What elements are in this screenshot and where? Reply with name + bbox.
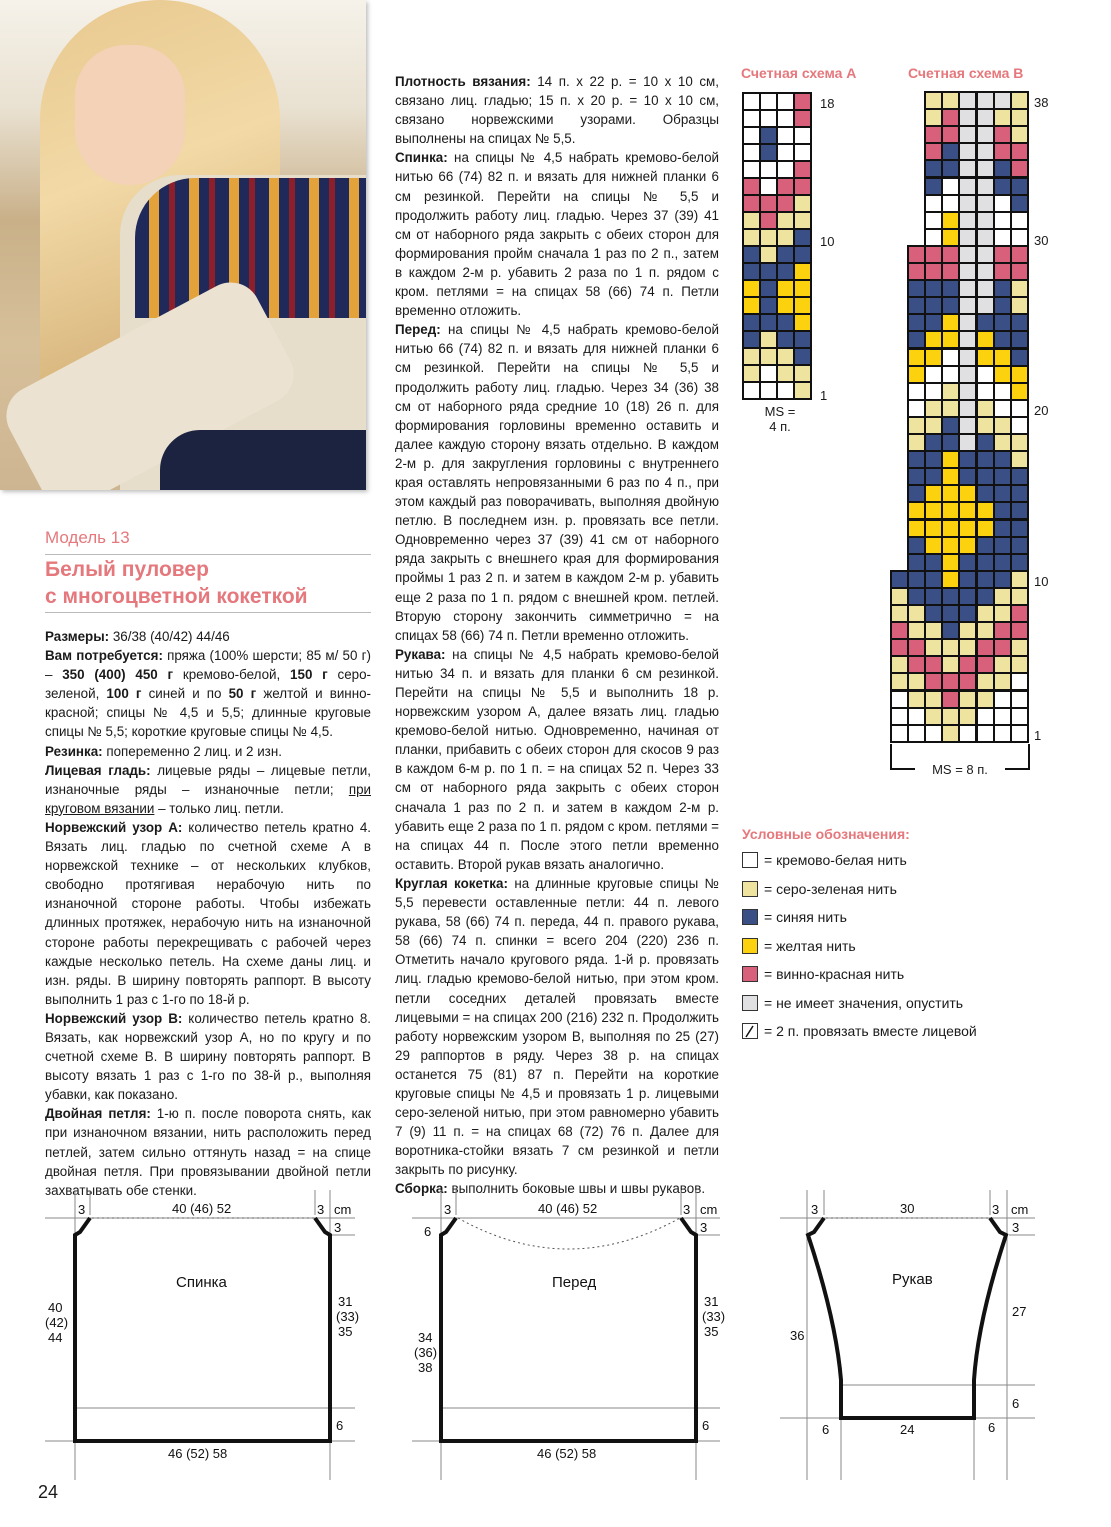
divider — [45, 554, 371, 555]
chart-a-cell — [744, 264, 761, 281]
svg-text:34: 34 — [418, 1330, 433, 1345]
chart-a-cell — [744, 349, 761, 366]
text-run: 1-ю п. после поворота снять, как при изнаночном вязании, нить расположить перед петлей, затем сильно оттянуть назад = на спице двойная петля. При провязывании двойной петли захватывать обе стенки. — [45, 1106, 371, 1198]
svg-text:30: 30 — [900, 1201, 915, 1216]
svg-text:(36): (36) — [414, 1345, 438, 1360]
svg-text:46 (52) 58: 46 (52) 58 — [537, 1446, 597, 1461]
svg-text:36: 36 — [790, 1328, 805, 1343]
legend-item — [742, 852, 907, 868]
svg-text:44: 44 — [48, 1330, 63, 1345]
chart-a-cell — [795, 145, 812, 162]
color-swatch-icon — [742, 881, 758, 897]
legend-item — [742, 966, 904, 982]
chart-a-cell — [778, 230, 795, 247]
text-run: количество петель кратно 4. Вязать лиц. гладью по счетной схеме А в норвежской технике – от нескольких клубков, свободно протягивая нерабочую нить по изнаночной стороне работы. Чтобы избежать длинных протяжек, нерабочую нить на изнаночной стороне работы перекрещивать с рабочей через каждые несколько петель. На схеме даны лиц. и изн. ряды. В ширину повторять раппорт. В высоту выполнить 1 раз с 1-го по 18-й р. — [45, 819, 371, 1007]
chart-b-row-label: 1 — [1034, 728, 1042, 743]
legend-item — [742, 909, 847, 925]
pattern-b-paragraph — [45, 1009, 371, 1104]
legend-title: Условные обозначения: — [742, 826, 910, 842]
gauge-paragraph — [395, 72, 719, 148]
svg-text:3: 3 — [444, 1202, 452, 1217]
svg-text:Рукав: Рукав — [892, 1271, 933, 1288]
chart-a-cell — [778, 366, 795, 383]
model-photo — [0, 0, 366, 490]
legend-item — [742, 881, 897, 897]
chart-a-cell — [795, 298, 812, 315]
legend-label: = 2 п. провязать вместе лицевой — [764, 1023, 977, 1039]
chart-a-cell — [778, 281, 795, 298]
chart-a-grid — [742, 92, 812, 400]
chart-a-cell — [761, 315, 778, 332]
chart-a-cell — [795, 264, 812, 281]
svg-text:35: 35 — [338, 1324, 353, 1339]
color-swatch-icon — [742, 938, 758, 954]
text-run: на спицы № 4,5 набрать кремово-белой нитью 34 п. и вязать для планки 6 см резинкой. Перейти на спицы № 5,5 и выполнить 18 р. норвежским узором А, далее вязать лиц. гладью кремово-белой нитью. Одновременно, начиная от планки, прибавить с обеих сторон для скосов 9 раз в каждом 6-м р. по 1 п. = на спицах 52 п. Через 33 см от наборного ряда закрыть с обеих сторон сначала 1 раз по 2 п. и затем в каждом 2-м р. убавить еще 2 раза по 1 п. рядом с кром. петлями = на спицах 44 п. После этого петли временно оставить. Второй рукав вязать аналогично. — [395, 646, 719, 872]
chart-a-cell — [778, 298, 795, 315]
chart-a-cell — [761, 230, 778, 247]
text-run: пряжа (100% шерсти; 85 м/ 50 г) – — [45, 648, 371, 683]
chart-b-cell — [1010, 724, 1029, 743]
legend-label: = желтая нить — [764, 937, 856, 954]
chart-a-cell — [778, 179, 795, 196]
chart-b-row-label: 10 — [1034, 574, 1049, 589]
text-run: выполнить боковые швы и швы рукавов. — [447, 1181, 706, 1197]
svg-text:31: 31 — [704, 1294, 719, 1309]
chart-a-cell — [778, 349, 795, 366]
text-run: – только лиц. петли. — [154, 800, 284, 816]
double-stitch-label: Двойная петля: — [45, 1106, 151, 1122]
chart-a-cell — [761, 111, 778, 128]
svg-text:(33): (33) — [702, 1309, 726, 1324]
gauge-label: Плотность вязания: — [395, 74, 531, 89]
legend-label: = не имеет значения, опустить — [764, 994, 964, 1011]
back-shoulder-label: 3 — [78, 1202, 86, 1217]
legend-item — [742, 995, 963, 1011]
svg-text:6: 6 — [702, 1418, 710, 1433]
back-label: Спинка: — [395, 150, 448, 166]
front-schematic — [412, 1190, 725, 1480]
chart-a-cell — [744, 145, 761, 162]
text-run: попеременно 2 лиц. и 2 изн. — [102, 743, 282, 759]
photo-face — [75, 45, 185, 185]
chart-a-cell — [761, 247, 778, 264]
sizes-value: 36/38 (40/42) 44/46 — [109, 629, 230, 644]
chart-a-row-label: 18 — [820, 96, 835, 111]
legend-label: = кремово-белая нить — [764, 852, 907, 868]
text-run: лицевые ряды – лицевые петли, изнаночные ряды – изнаночные петли; — [45, 762, 372, 797]
chart-a-cell — [778, 332, 795, 349]
svg-text:38: 38 — [418, 1360, 433, 1375]
svg-text:3: 3 — [992, 1202, 1000, 1217]
color-swatch-icon — [742, 852, 758, 868]
page-title — [45, 556, 308, 610]
chart-a-cell — [761, 162, 778, 179]
stockinette-label: Лицевая гладь: — [45, 762, 151, 778]
color-swatch-icon — [742, 966, 758, 982]
chart-a-cell — [795, 128, 812, 145]
chart-a-cell — [761, 383, 778, 400]
model-number: Модель 13 — [45, 528, 130, 547]
chart-a-cell — [778, 196, 795, 213]
ms-line: MS = — [764, 404, 796, 419]
text-run: кремово-белой, — [173, 667, 291, 683]
chart-a-cell — [744, 298, 761, 315]
chart-b-row-label: 30 — [1034, 233, 1049, 248]
chart-a-cell — [778, 111, 795, 128]
text-run: серо-зеленой, — [45, 667, 372, 702]
chart-a-cell — [795, 179, 812, 196]
instructions-left-column — [45, 627, 371, 1200]
pattern-a-label: Норвежский узор A: — [45, 819, 183, 835]
chart-a-cell — [744, 366, 761, 383]
rib-label: Резинка: — [45, 743, 103, 759]
text-run: на спицы № 4,5 набрать кремово-белой нитью 66 (74) 82 п. и вязать для нижней планки 6 см резинкой. Перейти на спицы № 5,5 и продолжить работу лиц. гладью. Через 37 (39) 41 см от наборного ряда закрыть с обеих сторон для формирования пройм сначала 1 раз по 2 п., затем в каждом 2-м р. убавить 2 раза по 1 п. рядом с кром. петлями = на спицах 58 (66) 74 п. Петли временно отложить. — [395, 150, 719, 319]
chart-a-cell — [778, 264, 795, 281]
chart-a-cell — [761, 213, 778, 230]
chart-a-cell — [795, 315, 812, 332]
svg-text:40: 40 — [48, 1300, 63, 1315]
svg-text:3: 3 — [811, 1202, 819, 1217]
text-run: синей и по — [141, 686, 229, 702]
chart-a-cell — [795, 366, 812, 383]
chart-b-row-label: 20 — [1034, 403, 1049, 418]
pattern-a-paragraph — [45, 818, 371, 1009]
chart-a-cell — [795, 247, 812, 264]
chart-a-cell — [795, 94, 812, 111]
text-run: 14 п. х 22 р. = 10 х 10 см, связано лиц. гладью; 15 п. х 20 р. = 10 х 10 см, связано норвежскими узорами. Образцы выполнены на спицах № 5,5. — [395, 74, 719, 147]
svg-text:cm: cm — [700, 1202, 718, 1217]
chart-a-cell — [778, 213, 795, 230]
chart-a-cell — [761, 281, 778, 298]
chart-a-cell — [744, 315, 761, 332]
chart-a-cell — [744, 332, 761, 349]
svg-text:46 (52) 58: 46 (52) 58 — [168, 1446, 228, 1461]
chart-a-cell — [761, 349, 778, 366]
back-width-top: 40 (46) 52 — [172, 1201, 232, 1216]
page-number: 24 — [38, 1482, 59, 1502]
svg-text:(33): (33) — [336, 1309, 360, 1324]
chart-a-cell — [744, 94, 761, 111]
chart-a-cell — [761, 128, 778, 145]
chart-a-cell — [744, 128, 761, 145]
chart-a-cell — [761, 298, 778, 315]
chart-a-cell — [761, 366, 778, 383]
instructions-middle-column — [395, 72, 719, 1199]
svg-text:3: 3 — [334, 1220, 342, 1235]
chart-a-cell — [744, 179, 761, 196]
chart-a-cell — [744, 230, 761, 247]
svg-text:cm: cm — [334, 1202, 352, 1217]
legend-label: = серо-зеленая нить — [764, 880, 897, 897]
rib-paragraph — [45, 742, 371, 761]
yoke-paragraph — [395, 874, 719, 1180]
chart-a-cell — [744, 162, 761, 179]
svg-text:cm: cm — [1011, 1202, 1029, 1217]
text-bold: 100 г — [106, 686, 142, 702]
chart-a-cell — [761, 179, 778, 196]
color-swatch-icon — [742, 995, 758, 1011]
text-run: на длинные круговые спицы № 5,5 перевести оставленные петли: 44 п. левого рукава, 58 (66) 74 п. переда, 44 п. правого рукава, 58 (66) 74 п. спинки = всего 204 (220) 236 п. Отметить начало кругового ряда. 1-й р. провязать лиц. гладью кремово-белой нитью, при этом кром. петли соседних деталей провязать вместе лицевыми = на спицах 200 (216) 232 п. Продолжить работу норвежским узором В, выполняя по 25 (27) 29 раппортов в ряду. Через 38 р. на спицах останется 75 (81) 87 п. Перейти на короткие круговые спицы № 4,5 и провязать 1 р. лицевыми серо-зеленой нитью, при этом равномерно убавить 7 (9) 11 п. = на спицах 68 (72) 76 п. Далее для воротника-стойки вязать 7 см резинкой и петли закрыть по рисунку. — [395, 875, 719, 1178]
chart-a-cell — [761, 332, 778, 349]
chart-a-cell — [744, 383, 761, 400]
schematics — [0, 1180, 1111, 1480]
text-run: количество петель кратно 8. Вязать, как норвежский узор А, но по кругу и по счетной схеме В. В ширину повторять раппорт. В высоту вязать 1 раз с 1-го по 38-й р., выполняя убавки, как показано. — [45, 1010, 371, 1103]
color-swatch-icon — [742, 909, 758, 925]
svg-text:24: 24 — [900, 1422, 915, 1437]
chart-a-title: Счетная схема A — [741, 65, 857, 81]
chart-a-cell — [778, 383, 795, 400]
chart-a-cell — [744, 213, 761, 230]
legend-label: = винно-красная нить — [764, 966, 905, 982]
chart-a-row-label: 1 — [820, 388, 828, 403]
materials-paragraph — [45, 646, 371, 741]
stockinette-paragraph — [45, 761, 371, 818]
svg-text:6: 6 — [988, 1420, 996, 1435]
chart-a-cell — [778, 247, 795, 264]
svg-text:40 (46) 52: 40 (46) 52 — [538, 1201, 598, 1216]
decrease-symbol-icon — [742, 1023, 758, 1039]
text-bold: 150 г — [290, 667, 328, 683]
chart-a-cell — [778, 145, 795, 162]
chart-b-title: Счетная схема B — [908, 65, 1024, 81]
pattern-b-label: Норвежский узор B: — [45, 1010, 183, 1026]
photo-jeans — [160, 430, 366, 490]
svg-text:35: 35 — [704, 1324, 719, 1339]
yoke-label: Круглая кокетка: — [395, 875, 508, 891]
svg-text:6: 6 — [336, 1418, 344, 1433]
sizes-paragraph — [45, 627, 371, 646]
front-paragraph — [395, 320, 719, 645]
svg-text:31: 31 — [338, 1294, 353, 1309]
sleeve-schematic — [780, 1190, 1035, 1480]
text-bold: 50 г — [228, 686, 257, 702]
chart-b-repeat-label: MS = 8 п. — [915, 762, 1005, 777]
chart-a-cell — [778, 94, 795, 111]
chart-a-cell — [744, 247, 761, 264]
back-paragraph — [395, 148, 719, 320]
assembly-label: Сборка: — [395, 1181, 448, 1197]
chart-b-row-label: 38 — [1034, 95, 1049, 110]
text-run: желтой и винно-красной; спицы № 4,5 и 5,5; длинные круговые спицы № 5,5; короткие круговые спицы № 4,5. — [45, 686, 372, 740]
chart-a-cell — [761, 196, 778, 213]
chart-a-cell — [795, 213, 812, 230]
svg-text:3: 3 — [700, 1220, 708, 1235]
legend-label: = синяя нить — [764, 909, 847, 925]
chart-a-cell — [778, 128, 795, 145]
title-line-2: с многоцветной кокеткой — [45, 585, 308, 608]
front-label: Перед: — [395, 322, 441, 338]
chart-a-cell — [761, 145, 778, 162]
text-bold: 350 (400) 450 г — [62, 667, 174, 683]
svg-text:6: 6 — [822, 1422, 830, 1437]
chart-a-row-label: 10 — [820, 234, 835, 249]
chart-a-cell — [795, 349, 812, 366]
svg-text:Перед: Перед — [552, 1274, 597, 1291]
svg-text:(42): (42) — [45, 1315, 69, 1330]
svg-text:6: 6 — [1012, 1396, 1020, 1411]
back-schematic — [45, 1190, 359, 1480]
chart-a-repeat-label — [742, 404, 818, 434]
materials-label: Вам потребуется: — [45, 648, 163, 664]
svg-text:Спинка: Спинка — [176, 1274, 227, 1291]
legend-item — [742, 1023, 977, 1039]
circular-knitting-link[interactable]: при круговом вязании — [45, 781, 371, 816]
chart-a-cell — [795, 111, 812, 128]
chart-a-cell — [744, 281, 761, 298]
chart-a-cell — [795, 162, 812, 179]
chart-a-cell — [778, 162, 795, 179]
chart-a-cell — [761, 264, 778, 281]
chart-a-cell — [778, 315, 795, 332]
chart-a-cell — [795, 383, 812, 400]
sleeves-paragraph — [395, 645, 719, 874]
sizes-label: Размеры: — [45, 629, 110, 644]
chart-a-cell — [795, 196, 812, 213]
svg-text:3: 3 — [683, 1202, 691, 1217]
svg-text:3: 3 — [1012, 1220, 1020, 1235]
ms-line: 4 п. — [769, 419, 791, 434]
svg-text:27: 27 — [1012, 1304, 1027, 1319]
text-run: на спицы № 4,5 набрать кремово-белой нитью 66 (74) 82 п. и вязать для нижней планки 6 см резинкой. Перейти на спицы № 5,5 и продолжить работу лиц. гладью. Через 34 (36) 38 см от наборного ряда средние 10 (18) 26 п. для формирования горловины временно оставить и далее каждую сторону вязать отдельно. В каждом 2-м р. для закругления горловины с внутреннего края оставлять непровязанными 6 раз по 4 п., при этом каждый раз поворачивать, выполняя двойную петлю. В последнем изн. р. провязать все петли. Одновременно через 37 (39) 41 см от наборного ряда закрыть с внешнего края для формирования проймы 1 раз 2 п. и затем в каждом 2-м р. убавить еще 2 раза по 1 п. рядом с внешней кром. петлей. Вторую сторону закончить симметрично = на спицах 58 (66) 74 п. Петли временно отложить. — [395, 322, 719, 643]
chart-a-cell — [795, 281, 812, 298]
chart-a-cell — [761, 94, 778, 111]
svg-text:6: 6 — [424, 1224, 432, 1239]
chart-a-cell — [744, 111, 761, 128]
legend-item — [742, 938, 856, 954]
chart-a-cell — [795, 230, 812, 247]
divider — [45, 612, 371, 613]
chart-a-cell — [744, 196, 761, 213]
sleeves-label: Рукава: — [395, 646, 446, 662]
title-line-1: Белый пуловер — [45, 558, 209, 581]
chart-a-cell — [795, 332, 812, 349]
svg-text:3: 3 — [317, 1202, 325, 1217]
